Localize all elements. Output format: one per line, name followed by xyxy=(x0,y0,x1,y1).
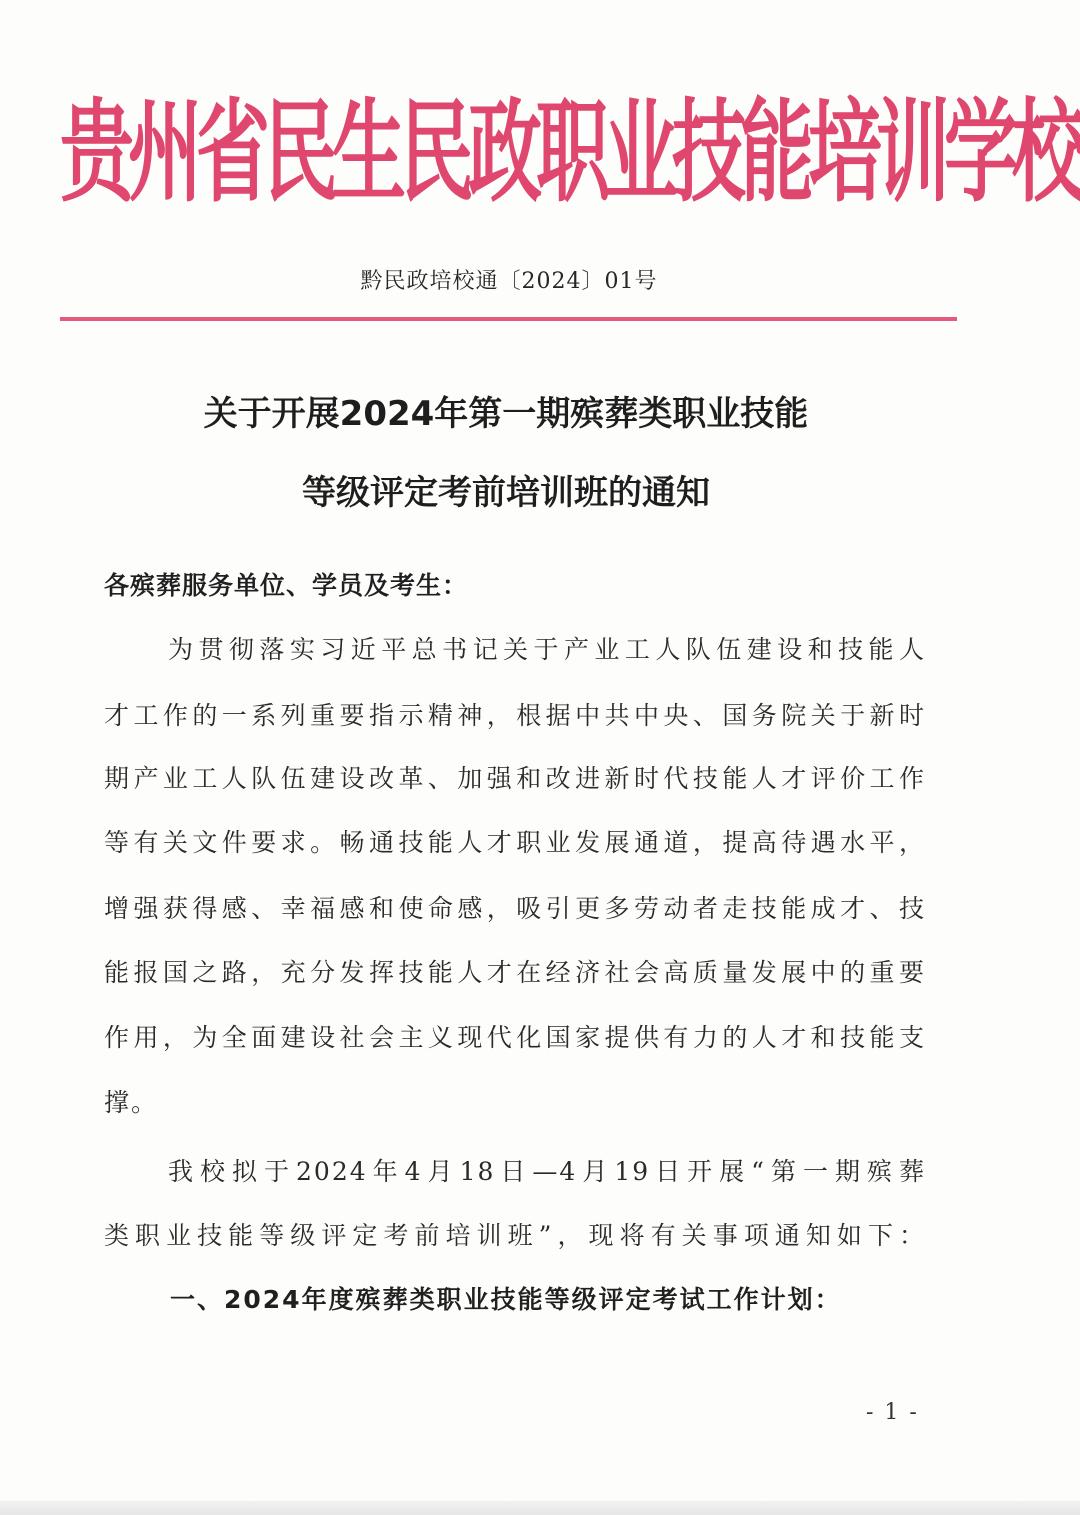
salutation: 各殡葬服务单位、学员及考生： xyxy=(104,571,469,600)
paragraph-2-line: 类职业技能等级评定考前培训班”，现将有关事项通知如下： xyxy=(104,1221,926,1250)
paragraph-1-line: 为贯彻落实习近平总书记关于产业工人队伍建设和技能人 xyxy=(168,635,926,664)
section-1-heading: 一、2024年度殡葬类职业技能等级评定考试工作计划： xyxy=(170,1285,842,1314)
paragraph-1-line: 能报国之路，充分发挥技能人才在经济社会高质量发展中的重要 xyxy=(104,958,926,987)
letterhead-divider xyxy=(60,317,957,321)
paragraph-1-line: 才工作的一系列重要指示精神，根据中共中央、国务院关于新时 xyxy=(104,701,926,730)
paragraph-2-line: 我校拟于2024年4月18日—4月19日开展“第一期殡葬 xyxy=(168,1157,926,1186)
notice-title-line-2: 等级评定考前培训班的通知 xyxy=(302,473,710,513)
paragraph-1-line: 作用，为全面建设社会主义现代化国家提供有力的人才和技能支 xyxy=(104,1023,926,1052)
school-letterhead-title: 贵州省民生民政职业技能培训学校 xyxy=(60,88,1080,218)
paragraph-1-line: 增强获得感、幸福感和使命感，吸引更多劳动者走技能成才、技 xyxy=(104,894,926,923)
notice-title-line-1: 关于开展2024年第一期殡葬类职业技能 xyxy=(203,394,809,434)
paragraph-1-line: 撑。 xyxy=(104,1088,159,1117)
page-number: - 1 - xyxy=(866,1400,919,1425)
scan-bottom-edge xyxy=(0,1501,1080,1515)
paragraph-1-line: 期产业工人队伍建设改革、加强和改进新时代技能人才评价工作 xyxy=(104,764,926,793)
paragraph-1-line: 等有关文件要求。畅通技能人才职业发展通道，提高待遇水平， xyxy=(104,828,926,857)
document-number: 黔民政培校通〔2024〕01号 xyxy=(360,269,658,294)
